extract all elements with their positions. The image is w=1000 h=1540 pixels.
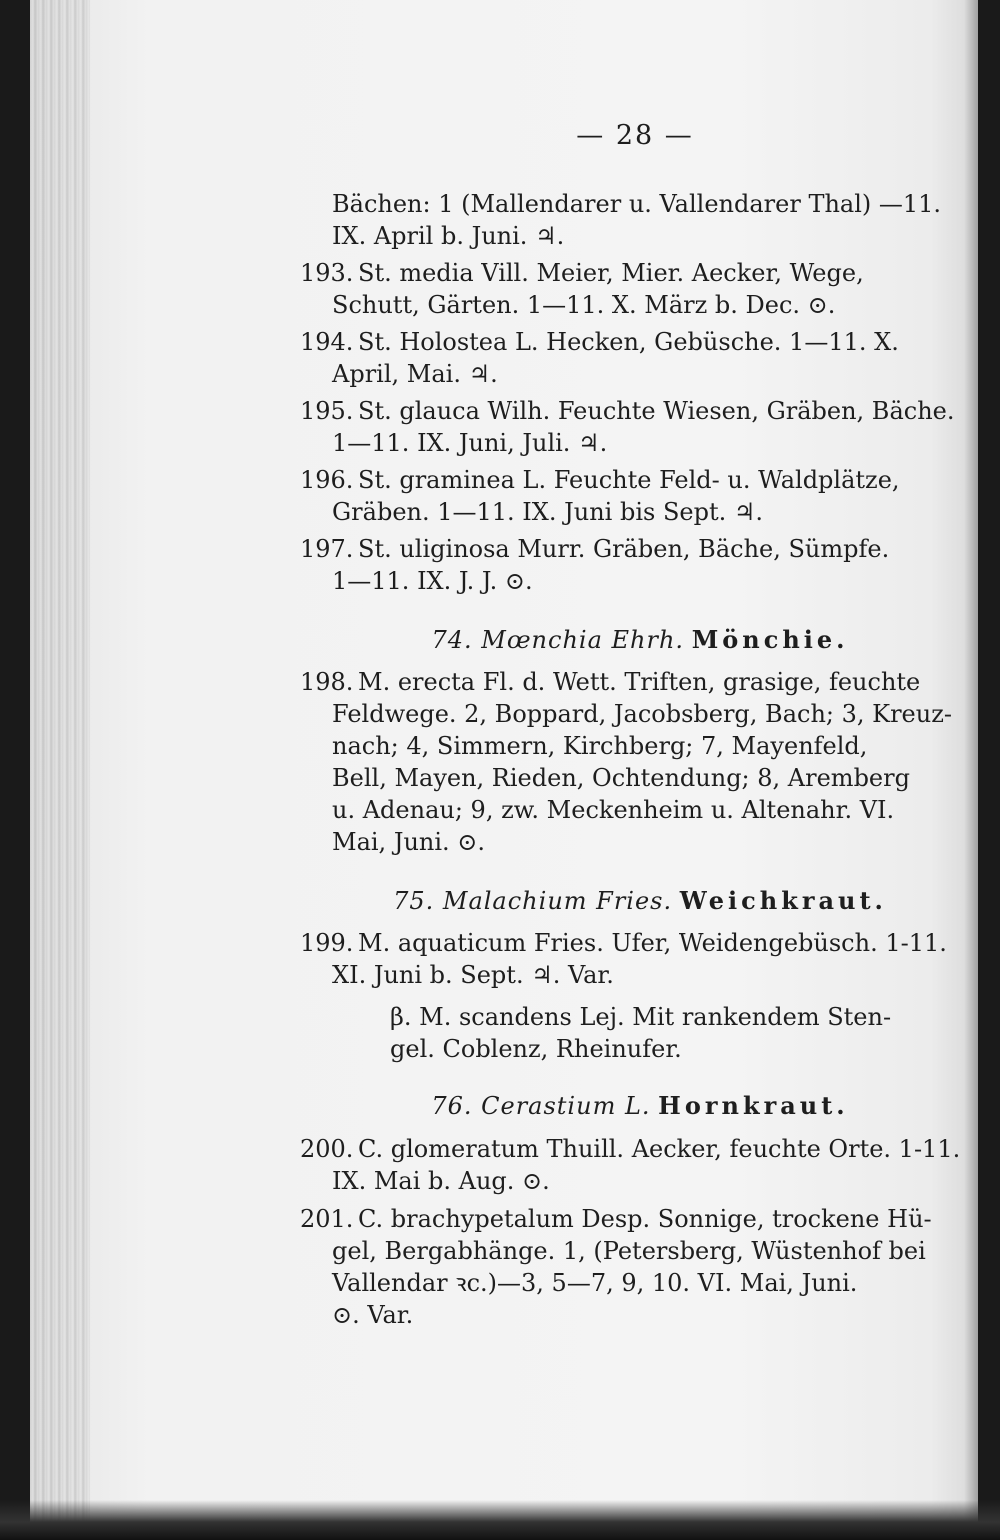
entry-text: St. uliginosa Murr. Gräben, Bäche, Sümpfe.	[358, 535, 890, 563]
page-number: — 28 —	[576, 120, 694, 151]
entry-continuation-line	[300, 762, 910, 794]
page-edge-stack	[30, 0, 90, 1540]
entry-continuation-line	[300, 188, 941, 220]
entry-text: gel. Coblenz, Rheinufer.	[390, 1035, 682, 1063]
entry-continuation-line	[300, 959, 614, 991]
entry-continuation-line	[300, 1165, 550, 1197]
entry-number: 194.	[300, 328, 354, 356]
entry-continuation-line	[300, 220, 564, 252]
genus-heading	[300, 885, 978, 917]
entry-continuation-line	[300, 1299, 413, 1331]
entry-continuation-line	[300, 794, 894, 826]
entry-number: 198.	[300, 668, 354, 696]
entry-text: nach; 4, Simmern, Kirchberg; 7, Mayenfeld,	[332, 732, 868, 760]
entry-line	[300, 326, 899, 358]
entry-continuation-line	[300, 1033, 682, 1065]
entry-continuation-line	[300, 565, 533, 597]
entry-line	[300, 533, 889, 565]
entry-line	[300, 1133, 960, 1165]
entry-text: Feldwege. 2, Boppard, Jacobsberg, Bach; 3, Kreuz-	[332, 700, 952, 728]
entry-continuation-line	[300, 496, 763, 528]
entry-continuation-line	[300, 698, 952, 730]
entry-text: 1—11. IX. J. J. ⊙.	[332, 567, 533, 595]
bottom-shadow	[0, 1500, 1000, 1540]
genus-latin-name: 74. Mœnchia Ehrh.	[431, 626, 685, 654]
entry-text: St. media Vill. Meier, Mier. Aecker, Wege,	[358, 259, 864, 287]
entry-continuation-line	[300, 1267, 857, 1299]
entry-text: IX. April b. Juni. ♃.	[332, 222, 565, 250]
entry-text: Schutt, Gärten. 1—11. X. März b. Dec. ⊙.	[332, 291, 836, 319]
entry-number: 197.	[300, 535, 354, 563]
entry-line	[300, 464, 900, 496]
entry-continuation-line	[300, 289, 835, 321]
entry-line	[300, 257, 864, 289]
entry-line	[300, 666, 920, 698]
entry-continuation-line	[300, 826, 485, 858]
entry-text: gel, Bergabhänge. 1, (Petersberg, Wüstenhof bei	[332, 1237, 926, 1265]
entry-continuation-line	[300, 730, 867, 762]
entry-continuation-line	[300, 1235, 926, 1267]
entry-text: Vallendar ꝛc.)—3, 5—7, 9, 10. VI. Mai, Juni.	[332, 1269, 858, 1297]
entry-text: 1—11. IX. Juni, Juli. ♃.	[332, 429, 608, 457]
entry-text: Mai, Juni. ⊙.	[332, 828, 486, 856]
entry-text: XI. Juni b. Sept. ♃. Var.	[332, 961, 614, 989]
genus-german-name: Hornkraut.	[658, 1091, 849, 1120]
genus-german-name: Mönchie.	[691, 625, 849, 654]
entry-continuation-line	[300, 358, 498, 390]
entry-text: M. erecta Fl. d. Wett. Triften, grasige, feuchte	[358, 668, 921, 696]
entry-continuation-line	[300, 1001, 891, 1033]
entry-number: 195.	[300, 397, 354, 425]
page-right-shadow	[964, 0, 978, 1540]
entry-text: IX. Mai b. Aug. ⊙.	[332, 1167, 550, 1195]
genus-heading	[300, 624, 978, 656]
entry-number: 201.	[300, 1205, 354, 1233]
entry-text: Bell, Mayen, Rieden, Ochtendung; 8, Aremberg	[332, 764, 910, 792]
entry-text: April, Mai. ♃.	[332, 360, 498, 388]
entry-line	[300, 927, 947, 959]
entry-text: Bächen: 1 (Mallendarer u. Vallendarer Thal) —11.	[332, 190, 942, 218]
genus-latin-name: 75. Malachium Fries.	[393, 887, 673, 915]
book-page	[30, 0, 978, 1540]
genus-latin-name: 76. Cerastium L.	[431, 1092, 651, 1120]
entry-text: C. brachypetalum Desp. Sonnige, trockene Hü-	[358, 1205, 932, 1233]
entry-continuation-line	[300, 427, 607, 459]
entry-text: C. glomeratum Thuill. Aecker, feuchte Orte. 1-11.	[358, 1135, 961, 1163]
entry-number: 199.	[300, 929, 354, 957]
entry-text: St. glauca Wilh. Feuchte Wiesen, Gräben, Bäche.	[358, 397, 955, 425]
entry-line	[300, 395, 954, 427]
entry-text: β. M. scandens Lej. Mit rankendem Sten-	[390, 1003, 892, 1031]
genus-heading	[300, 1090, 978, 1122]
entry-text: St. Holostea L. Hecken, Gebüsche. 1—11. X.	[358, 328, 899, 356]
entry-text: ⊙. Var.	[332, 1301, 414, 1329]
genus-german-name: Weichkraut.	[679, 886, 887, 915]
entry-line	[300, 1203, 932, 1235]
entry-text: u. Adenau; 9, zw. Meckenheim u. Altenahr. VI.	[332, 796, 895, 824]
entry-text: St. graminea L. Feuchte Feld- u. Waldplätze,	[358, 466, 900, 494]
entry-text: Gräben. 1—11. IX. Juni bis Sept. ♃.	[332, 498, 764, 526]
entry-number: 193.	[300, 259, 354, 287]
entry-text: M. aquaticum Fries. Ufer, Weidengebüsch. 1-11.	[358, 929, 947, 957]
entry-number: 196.	[300, 466, 354, 494]
entry-number: 200.	[300, 1135, 354, 1163]
